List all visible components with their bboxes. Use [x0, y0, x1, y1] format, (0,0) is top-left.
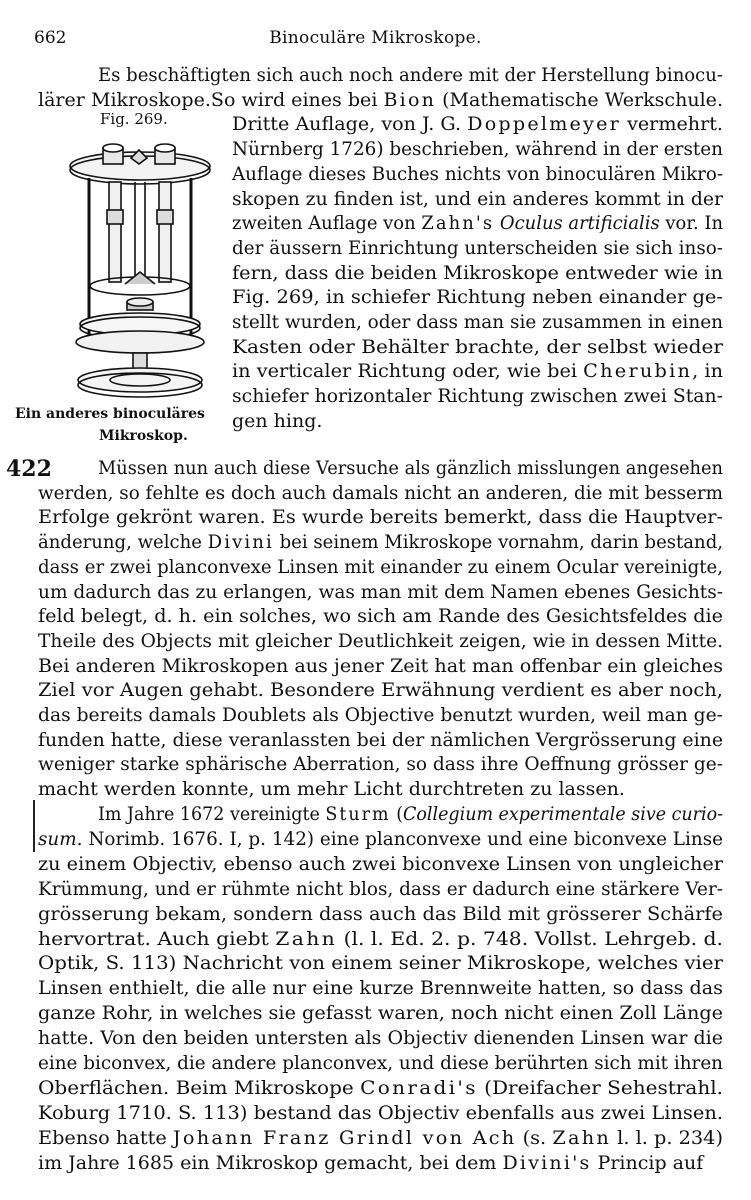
text-line — [38, 88, 723, 113]
text-line — [38, 728, 723, 753]
text-line — [38, 505, 723, 530]
text-segment: dass er zwei planconvexe Linsen mit einander zu einem Ocular vereinigte, — [38, 555, 723, 578]
text-line — [232, 137, 723, 162]
text-segment: Erfolge gekrönt waren. Es wurde bereits bemerkt, dass die Hauptver- — [38, 506, 723, 529]
text-segment: hatte. Von den beiden untersten als Objectiv dienenden Linsen war die — [38, 1027, 723, 1050]
text-line — [38, 902, 723, 927]
text-line — [38, 1101, 723, 1126]
text-segment: schiefer horizontaler Richtung zwischen zwei Stan- — [232, 385, 723, 408]
text-line — [38, 951, 723, 976]
text-line — [232, 187, 723, 212]
text-segment: eine biconvex, die andere planconvex, und diese berührten sich mit ihren — [38, 1052, 723, 1074]
margin-mark — [33, 800, 35, 852]
text-segment: Auflage dieses Buches nichts von binoculären Mikro- — [232, 162, 723, 185]
text-line — [38, 580, 723, 605]
text-line — [38, 629, 723, 654]
text-segment: ( — [390, 803, 404, 825]
text-segment: weniger starke sphärische Aberration, so dass ihre Oeffnung grösser ge- — [38, 753, 723, 776]
text-segment: grösserung bekam, sondern dass auch das Bild mit grösserer Schärfe — [38, 902, 723, 925]
text-line — [232, 236, 723, 261]
text-segment: Sturm — [325, 803, 391, 825]
text-line — [38, 703, 723, 728]
section-number: 422 — [6, 456, 52, 482]
text-segment: Es beschäftigten sich auch noch andere mit der Herstellung binocu- — [98, 64, 723, 86]
text-segment: vor. In — [659, 212, 723, 235]
figure-label: Fig. 269. — [100, 110, 168, 128]
text-line — [232, 112, 723, 137]
text-line — [232, 359, 723, 384]
text-segment: Im Jahre 1672 vereinigte — [98, 803, 326, 825]
text-line — [38, 604, 723, 629]
binocular-microscope-illustration — [55, 134, 225, 404]
text-segment: Müssen nun auch diese Versuche als gänzlich misslungen angesehen — [98, 457, 723, 479]
text-segment: Bei anderen Mikroskopen aus jener Zeit hat man offenbar ein gleiches — [38, 654, 723, 677]
text-segment: Divini — [207, 531, 274, 554]
text-segment: Theile des Objects mit gleicher Deutlichkeit zeigen, wie in dessen Mitte. — [38, 629, 723, 652]
text-line — [38, 777, 625, 802]
text-segment: im Jahre 1685 ein Mikroskop gemacht, bei dem — [38, 1151, 503, 1174]
text-segment: (Dreifacher Sehestrahl. — [477, 1076, 723, 1099]
text-segment: , in — [692, 360, 723, 383]
text-segment: hervortrat. Auch giebt — [38, 927, 276, 950]
text-line — [38, 1076, 723, 1101]
text-segment: gen hing. — [232, 409, 323, 432]
text-segment: Zahn — [552, 1126, 612, 1149]
text-line — [98, 63, 723, 88]
text-line — [232, 261, 723, 286]
text-line — [98, 802, 723, 827]
text-line — [38, 481, 723, 506]
text-line — [38, 1051, 723, 1076]
figure-caption-line-1: Ein anderes binoculäres — [15, 406, 205, 422]
text-line — [38, 654, 723, 679]
text-line — [38, 877, 723, 902]
text-line — [38, 1026, 723, 1051]
text-segment: zweiten Auflage von — [232, 212, 422, 235]
text-segment: das bereits damals Doublets als Objective benutzt wurden, weil man ge- — [38, 704, 723, 726]
text-segment: Ebenso hatte — [38, 1126, 173, 1149]
text-segment: Oberflächen. Beim Mikroskope — [38, 1076, 361, 1099]
text-line — [232, 162, 723, 187]
text-line — [38, 927, 723, 952]
text-line — [38, 1151, 703, 1176]
text-line — [38, 555, 723, 580]
text-segment: Bion — [383, 88, 437, 111]
text-line — [38, 827, 723, 852]
text-segment: vermehrt. — [620, 113, 723, 136]
text-segment: sum. — [38, 827, 83, 850]
text-line — [38, 678, 723, 703]
text-line — [232, 310, 723, 335]
text-segment: (l. l. Ed. 2. p. 748. Vollst. Lehrgeb. d. — [337, 927, 723, 950]
text-segment: So wird eines bei — [210, 88, 384, 111]
text-segment: fern, dass die beiden Mikroskope entweder wie in — [232, 261, 723, 284]
text-segment: Dritte Auflage, von J. G. — [232, 113, 468, 136]
text-segment: lärer Mikroskope. — [38, 88, 211, 111]
text-segment: Norimb. 1676. I, p. 142) eine planconvexe und eine biconvexe Linse — [82, 827, 723, 850]
text-segment: Ziel vor Augen gehabt. Besondere Erwähnung verdient es aber noch, — [38, 679, 723, 702]
text-line — [38, 530, 723, 555]
text-segment: Nürnberg 1726) beschrieben, während in der ersten — [232, 138, 723, 161]
text-segment: Divini's — [502, 1151, 592, 1174]
text-line — [232, 285, 723, 310]
text-segment: Cherubin — [583, 360, 693, 383]
text-segment: macht werden konnte, um mehr Licht durchtreten zu lassen. — [38, 778, 625, 801]
page-header — [0, 28, 751, 58]
text-line — [98, 456, 723, 481]
text-segment: Oculus artificialis — [499, 212, 660, 235]
text-segment: zu einem Objectiv, ebenso auch zwei biconvexe Linsen von ungleicher — [38, 852, 723, 875]
text-segment: l. l. p. 234) — [611, 1126, 723, 1149]
text-segment: Johann Franz Grindl von Ach — [172, 1126, 517, 1149]
text-segment: in verticaler Richtung oder, wie bei — [232, 360, 584, 383]
text-segment: (s. — [516, 1126, 553, 1149]
text-segment: funden hatte, diese veranlassten bei der nämlichen Vergrösserung eine — [38, 728, 723, 751]
text-line — [232, 211, 723, 236]
running-title: Binoculäre Mikroskope. — [269, 28, 482, 48]
text-segment: stellt wurden, oder dass man sie zusammen in einen — [232, 311, 723, 333]
text-segment: werden, so fehlte es doch auch damals nicht an anderen, die mit besserm — [38, 481, 723, 504]
text-segment: skopen zu finden ist, und ein anderes kommt in der — [232, 187, 723, 210]
text-line — [38, 752, 723, 777]
text-segment: Conradi's — [360, 1076, 478, 1099]
text-line — [232, 335, 723, 360]
text-segment: (Mathematische Werkschule. — [436, 88, 723, 111]
text-segment: Doppelmeyer — [467, 113, 621, 136]
text-segment: Zahn's — [421, 212, 495, 235]
text-segment: Krümmung, und er rühmte nicht blos, dass er dadurch eine stärkere Ver- — [38, 877, 723, 900]
text-segment: bei seinem Mikroskope vornahm, darin bestand, — [273, 531, 723, 554]
text-segment: feld belegt, d. h. ein solches, wo sich am Rande des Gesichtsfeldes die — [38, 605, 723, 628]
text-segment: Linsen enthielt, die alle nur eine kurze Brennweite hatten, so dass das — [38, 977, 723, 1000]
text-segment: änderung, welche — [38, 531, 208, 554]
figure-caption-line-2: Mikroskop. — [99, 428, 188, 444]
text-segment: Zahn — [275, 927, 338, 950]
text-segment: Princip auf — [591, 1151, 704, 1174]
text-segment: Optik, S. 113) Nachricht von einem seiner Mikroskope, welches vier — [38, 952, 723, 975]
text-line — [38, 976, 723, 1001]
text-segment: der äussern Einrichtung unterscheiden sie sich inso- — [232, 236, 723, 259]
page-number: 662 — [34, 28, 67, 48]
text-segment: um dadurch das zu erlangen, was man mit dem Namen ebenes Gesichts- — [38, 580, 723, 603]
text-line — [38, 1001, 723, 1026]
text-segment: ganze Rohr, in welches sie gefasst waren, noch nicht einen Zoll Länge — [38, 1002, 724, 1025]
text-segment: Fig. 269, in schiefer Richtung neben einander ge- — [232, 286, 723, 309]
text-line — [232, 409, 322, 434]
text-line — [232, 384, 723, 409]
text-line — [38, 852, 723, 877]
text-line — [38, 1126, 723, 1151]
text-segment: Collegium experimentale sive curio- — [403, 803, 723, 825]
text-segment: Koburg 1710. S. 113) bestand das Objectiv ebenfalls aus zwei Linsen. — [38, 1101, 723, 1124]
text-segment: Kasten oder Behälter brachte, der selbst wieder — [232, 335, 723, 358]
